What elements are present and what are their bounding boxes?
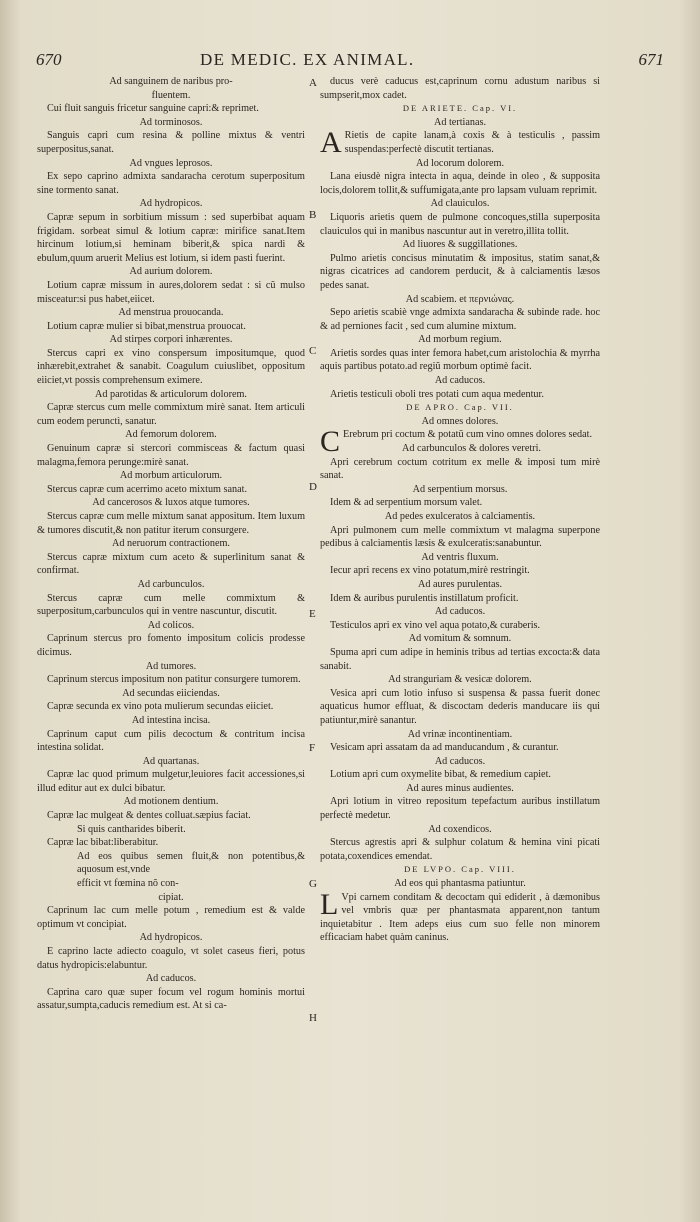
indented-line: Ad eos quibus semen fluit,& non potentibus,& aquosum est,vnde [77,850,305,876]
section-heading: Ad motionem dentium. [123,796,219,808]
margin-marker-d: D [309,481,317,493]
paragraph: Capræ lac quod primum mulgetur,leuiores facit accessiones,si illud editur aut ex dulci bibatur. [37,769,305,794]
paragraph: Caprinum lac cum melle potum , remedium est & valde optimum vt concipiat. [37,905,305,930]
paragraph: Pulmo arietis concisus minutatim & impositus, statim sanat,& nigras cicatrices ad candorem perducit, & à calciamentis læsos pedes sanat. [320,252,600,291]
paragraph: Spuma apri cum adipe in heminis tribus ad tertias excocta:& data sanabit. [320,646,600,672]
margin-marker-g: G [309,878,317,890]
paragraph-text: Vpi carnem conditam & decoctam qui ediderit , à dæmonibus vel vmbris quæ per phantasmata apparent,non tantum inquietabitur . Item adeps eius cum suo felle non minorem efficaciam habet quàm caninus. [320,891,600,944]
drop-capital: A [320,126,342,160]
paragraph: Apri lotium in vitreo repositum tepefactum auribus instillatum perfectè medetur. [320,796,600,822]
margin-marker-b: B [309,209,317,221]
section-heading: Ad liuores & suggillationes. [402,239,518,251]
chapter-heading: DE APRO. Cap. VII. [406,402,514,413]
section-heading: Ad aures minus audientes. [406,782,514,794]
left-column [37,75,305,1013]
section-heading: Ad hydropicos. [139,198,203,210]
section-heading: Ad morbum articulorum. [119,470,223,482]
paragraph: Capræ lac mulgeat & dentes colluat.sæpius faciat. [47,810,251,822]
paragraph: Stercus agrestis apri & sulphur colatum & hemina vini picati potata,coxendices emendat. [320,837,600,862]
paragraph: Caprina caro quæ super focum vel rogum hominis mortui assatur,sumpta,caducis remedium est. At si ca- [37,986,305,1012]
paragraph: Genuinum capræ si stercori commisceas & factum quasi malagma,femora perunge:mirè sanat. [37,443,305,468]
paragraph: Lotium apri cum oxymelite bibat, & remedium capiet. [330,769,551,781]
section-heading: Ad tumores. [145,660,197,672]
paragraph: Apri pulmonem cum melle commixtum vt malagma superpone pedibus à calciamentis læsis & exulceratis:sanabuntur. [320,524,600,550]
paragraph: Lotium capræ mulier si bibat,menstrua prouocat. [47,320,246,332]
section-heading: Ad eos qui phantasma patiuntur. [394,878,526,890]
paragraph: Caprinum stercus impositum non patitur consurgere tumorem. [47,674,301,686]
section-heading: Ad vrinæ incontinentiam. [407,728,513,740]
section-heading: Ad vomitum & somnum. [408,633,512,645]
paragraph: Capræ stercus cum melle commixtum mirè sanat. Item articuli cum eodem perunctì, sanatur. [37,402,305,427]
section-heading: Ad menstrua prouocanda. [118,307,224,319]
margin-marker-e: E [309,608,316,620]
section-heading: Ad intestina incisa. [131,714,211,726]
paragraph: Lana eiusdè nigra intecta in aqua, deinde in oleo , & supposita locis,dolorem tollit,& suffumigata,ante pro lapsam vuluam reprimit. [320,171,600,196]
paragraph: Capræ lac bibat:liberabitur. [47,837,159,849]
paragraph: Arietis testiculi oboli tres potati cum aqua medentur. [330,388,544,400]
section-heading: Ad carbunculos & dolores veretri. [402,443,541,455]
paragraph: Ex sepo caprino admixta sandaracha cerotum superpositum sine tormento sanat. [37,171,305,196]
section-heading: Ad tertianas. [433,116,487,128]
margin-marker-a: A [309,77,317,89]
paragraph: Cui fluit sanguis fricetur sanguine capri:& reprimet. [47,103,259,115]
paragraph: Stercus capri ex vino conspersum impositumque, quod inhærebit,extrahet & sanabit. Coagulum cuiuslibet, oppositum eiiciet,vt possis comprehensum eximere. [37,347,305,387]
section-heading: Ad secundas eiiciendas. [122,687,220,699]
section-heading: Ad sanguinem de naribus pro- [109,76,233,87]
section-heading: Ad ventris fluxum. [421,551,499,563]
section-heading: Ad quartanas. [142,755,200,767]
margin-marker-h: H [309,1012,317,1024]
margin-marker-f: F [309,742,316,754]
section-heading: Ad neruorum contractionem. [112,538,230,550]
paragraph: Apri cerebrum coctum cotritum ex melle & imposi tum mirè sanat. [320,456,600,482]
section-heading: Ad aures purulentas. [417,578,503,590]
section-heading: Ad carbunculos. [137,578,205,590]
paragraph: Capræ secunda ex vino pota mulierum secundas eiiciet. [47,701,274,713]
section-heading: Ad caducos. [145,973,197,985]
section-heading: Ad parotidas & articulorum dolorem. [95,388,247,400]
section-heading: Ad stirpes corpori inhærentes. [109,334,233,346]
paragraph: Testiculos apri ex vino vel aqua potato,& curaberis. [330,619,541,631]
section-heading: Ad clauiculos. [430,198,490,210]
paragraph: Sepo arietis scabiè vnge admixta sandaracha & subinde rade. hoc & ad perniones facit , sed cum alumine mixtum. [320,307,600,332]
paragraph: Stercus capræ cum melle commixtum & superpositum,carbunculos qui in ventre nascuntur, discutit. [37,592,305,618]
indented-line: Si quis cantharides biberit. [77,823,186,835]
chapter-heading: DE ARIETE. Cap. VI. [402,103,518,114]
paragraph: Liquoris arietis quem de pulmone concoques,stilla superposita clauiculos qui in manibus nascuntur aut in veretro,illita tollit. [320,211,600,237]
drop-capital: L [320,887,339,921]
section-heading: Ad caducos. [434,375,486,387]
paragraph: Stercus capræ mixtum cum aceto & superlinitum sanat & confirmat. [37,551,305,577]
paragraph: Iecur apri recens ex vino potatum,mirè restringit. [330,565,530,577]
section-heading: Ad morbum regium. [418,334,502,346]
section-heading: Ad aurium dolorem. [129,266,213,278]
paragraph: Stercus capræ cum acerrimo aceto mixtum sanat. [47,483,247,495]
paragraph: ducus verè caducus est,caprinum cornu adustum naribus si sumpserit,mox cadet. [320,76,600,101]
chapter-heading: DE LVPO. Cap. VIII. [404,864,516,875]
paragraph: Arietis sordes quas inter femora habet,cum aristolochia & myrrha aquis partibus potato.ad regiũ morbum optimè facit. [320,347,600,373]
paragraph: Lotium capræ missum in aures,dolorem sedat : si cũ mulso misceatur:si pus habet,eiicet. [37,279,305,305]
paragraph: Idem & auribus purulentis instillatum proficit. [330,592,519,604]
paragraph: Vesicam apri assatam da ad manducandum , & curantur. [330,742,559,754]
paragraph-with-initial [320,126,600,160]
margin-marker-c: C [309,345,317,357]
section-heading: Ad cancerosos & luxos atque tumores. [92,497,250,509]
running-header [0,50,700,72]
section-heading: Ad caducos. [434,755,486,767]
running-title: DE MEDIC. EX ANIMAL. [200,50,415,69]
paragraph: Stercus capræ cum melle mixtum sanat appositum. Item luxum & tumores discutit,& non patitur iterum consurgere. [37,511,305,536]
section-heading: Ad coxendicos. [428,823,492,835]
paragraph: Idem & ad serpentium morsum valet. [330,497,483,509]
page-number-left: 670 [36,50,62,69]
centered-line: cipiat. [158,891,184,903]
drop-capital: C [320,425,341,459]
paragraph: Vesica apri cum lotio infuso si suspensa & passa fuerit donec aquaticus humor effluat, & discoctam dederis manducare iis qui patiuntur,mirè sanantur. [320,687,600,726]
paragraph: Caprinum stercus pro fomento impositum colicis prodesse dicimus. [37,633,305,658]
paragraph: E caprino lacte adiecto coagulo, vt solet caseus fieri, potus datus hydropicis:elabuntur. [37,946,305,971]
section-heading: Ad locorum dolorem. [416,157,504,169]
paragraph: Caprinum caput cum pilis decoctum & contritum incisa intestina solidat. [37,728,305,754]
section-heading: Ad caducos. [434,606,486,618]
paragraph-text: Erebrum pri coctum & potatũ cum vino omnes dolores sedat. [343,429,592,441]
section-heading: Ad hydropicos. [139,932,203,944]
section-heading: Ad pedes exulceratos à calciamentis. [384,511,536,522]
page-number-right: 671 [638,50,664,69]
section-heading: Ad torminosos. [139,116,203,128]
section-heading: Ad scabiem. et περνιώνας. [405,293,515,305]
paragraph: Sanguis capri cum resina & polline mixtus & ventri superpositus,sanat. [37,130,305,155]
section-heading: Ad omnes dolores. [421,415,499,427]
indented-line: efficit vt fœmina nõ con- [77,878,179,890]
section-heading: Ad femorum dolorem. [125,429,217,441]
right-column [320,75,600,945]
section-heading: Ad vngues leprosos. [129,157,213,169]
paragraph-text: Rietis de capite lanam,à coxis & à testiculis , passim suspendas:perfectè discutit tertianas. [344,130,600,155]
section-heading: fluentem. [151,89,191,101]
paragraph-with-initial [320,887,600,945]
paragraph: Capræ sepum in sorbitium missum : sed superbibat aquam frigidam. sorbeat simul & lotium capræ: mirifice sanat.Item hircinum lotium,si heminam biberit,& spica nardi & ebulum,quum aruerit Melius est lotium, si idem pasti fuerint. [37,211,305,264]
section-heading: Ad stranguriam & vesicæ dolorem. [388,674,532,686]
section-heading: Ad serpentium morsus. [412,483,508,495]
section-heading: Ad colicos. [147,619,195,631]
